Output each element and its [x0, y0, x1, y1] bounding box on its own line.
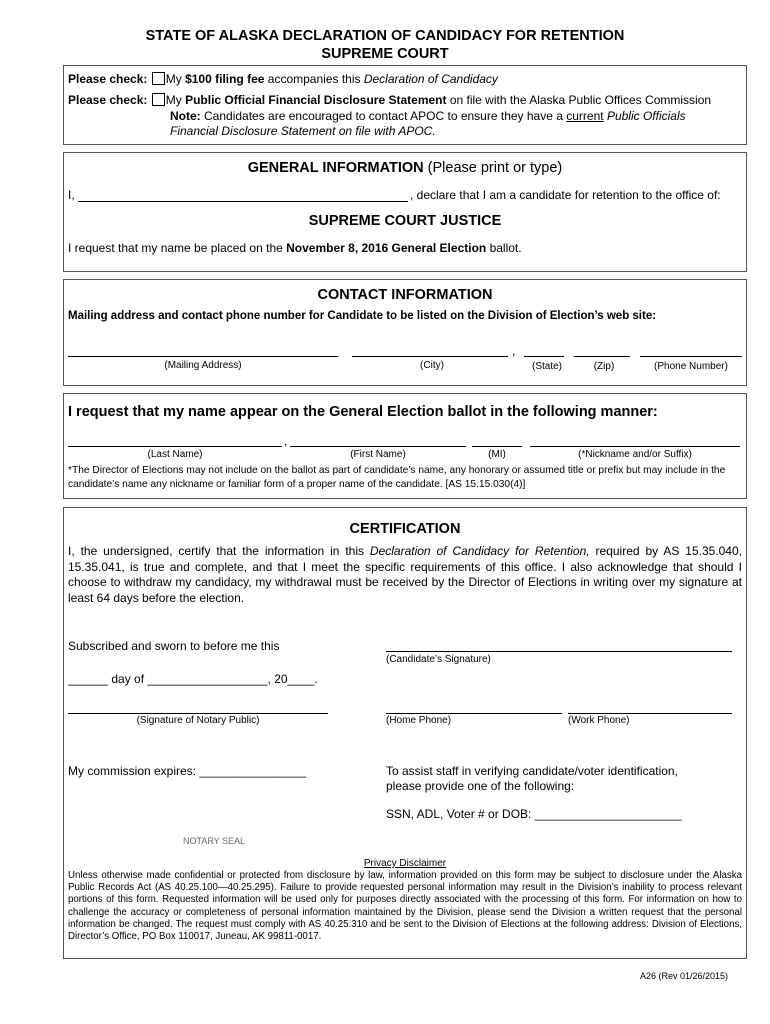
- middle-initial-field[interactable]: [472, 446, 522, 447]
- note-line-2: [170, 124, 436, 138]
- home-phone-field[interactable]: [386, 713, 562, 714]
- form-revision: A26 (Rev 01/26/2015): [640, 971, 729, 981]
- declare-text: , declare that I am a candidate for retention to the office of:: [410, 188, 721, 202]
- pofd-text-pre: My: [165, 93, 186, 107]
- state-field[interactable]: [524, 356, 564, 357]
- candidate-name-field[interactable]: [78, 201, 408, 202]
- form-subtitle: SUPREME COURT: [321, 46, 449, 62]
- work-phone-label: (Work Phone): [568, 715, 630, 726]
- ballot-heading: I request that my name appear on the General Election ballot in the following manner:: [68, 404, 658, 420]
- note-line-1: [170, 109, 686, 123]
- commission-expires-field[interactable]: My commission expires: ________________: [68, 764, 307, 778]
- please-check-label: Please check:: [68, 72, 148, 86]
- note-label: Note:: [170, 109, 201, 123]
- certification-section: [63, 507, 747, 959]
- i-label: I,: [68, 188, 75, 202]
- note-italic-1: Public Officials: [606, 109, 686, 123]
- general-heading: [64, 160, 746, 176]
- certification-statement: [68, 544, 742, 606]
- ssn-field[interactable]: SSN, ADL, Voter # or DOB: ______________________: [386, 807, 682, 821]
- nickname-field[interactable]: [530, 446, 740, 447]
- contact-information-section: [63, 279, 747, 386]
- zip-field[interactable]: [574, 356, 630, 357]
- first-name-label: (First Name): [350, 449, 406, 460]
- contact-heading: CONTACT INFORMATION: [317, 287, 493, 303]
- work-phone-field[interactable]: [568, 713, 732, 714]
- candidate-signature-label: (Candidate’s Signature): [386, 654, 491, 665]
- mailing-address-label: (Mailing Address): [164, 360, 242, 371]
- certification-heading: CERTIFICATION: [349, 521, 461, 537]
- city-comma: ,: [512, 344, 516, 358]
- cert-text-italic: Declaration of Candidacy for Retention,: [369, 544, 590, 558]
- note-text: Candidates are encouraged to contact APOC to ensure they have a: [200, 109, 567, 123]
- election-name: November 8, 2016 General Election: [286, 241, 487, 255]
- privacy-disclaimer-title: Privacy Disclaimer: [363, 858, 447, 869]
- subscribed-text: Subscribed and sworn to before me this: [68, 639, 280, 653]
- cert-text-pre: I, the undersigned, certify that the information in this: [68, 544, 370, 558]
- fee-text-pre: My: [165, 72, 186, 86]
- phone-number-field[interactable]: [640, 356, 742, 357]
- request-text-pre: I request that my name be placed on the: [68, 241, 287, 255]
- request-text-post: ballot.: [486, 241, 522, 255]
- contact-subheading: Mailing address and contact phone number for Candidate to be listed on the Division of Election’s web site:: [68, 310, 657, 322]
- fee-check-row: [68, 72, 498, 86]
- privacy-disclaimer-text: Unless otherwise made confidential or protected from disclosure by law, information provided on this form may be subject to disclosure under the Alaska Public Records Act (AS 40.25.100—40.25.295). Failure to provide requested personal information may result in the Division’s inability to process relevant portions of this form. Requested information will be used only for purposes directly associated with the processing of this form. For information on how to challenge the accuracy or completeness of personal information maintained by the Division, please send the Division a written request that the personal information be changed. The request must comply with AS 40.25.310 and be sent to the Division of Elections at the following address: Division of Elections, Director’s Office, PO Box 110017, Juneau, AK 99811-0017.: [68, 870, 742, 943]
- notary-signature-field[interactable]: [68, 713, 328, 714]
- city-label: (City): [420, 360, 444, 371]
- office-title: SUPREME COURT JUSTICE: [308, 213, 502, 229]
- phone-number-label: (Phone Number): [654, 361, 728, 372]
- last-name-comma: ,: [284, 434, 288, 448]
- fee-text-italic: Declaration of Candidacy: [363, 72, 498, 86]
- fee-checkbox[interactable]: [152, 72, 165, 85]
- nickname-footnote: *The Director of Elections may not include on the ballot as part of candidate’s name, any honorary or assumed title or prefix but may include in the candidate’s name any nickname or familiar form of a proper name of the candidate. [AS 15.15.030(4)]: [68, 465, 726, 490]
- general-information-section: [63, 152, 747, 272]
- middle-initial-label: (MI): [488, 449, 506, 460]
- zip-label: (Zip): [593, 361, 615, 372]
- city-field[interactable]: [352, 356, 508, 357]
- ballot-name-section: [63, 393, 747, 499]
- pofd-text-post: on file with the Alaska Public Offices Commission: [446, 93, 712, 107]
- home-phone-label: (Home Phone): [386, 715, 452, 726]
- notary-seal-label: NOTARY SEAL: [183, 836, 246, 846]
- notary-signature-label: (Signature of Notary Public): [136, 715, 260, 726]
- general-heading-rest: (Please print or type): [423, 160, 563, 176]
- general-heading-bold: GENERAL INFORMATION: [247, 160, 424, 176]
- pofd-checkbox[interactable]: [152, 93, 165, 106]
- last-name-field[interactable]: [68, 446, 282, 447]
- day-of-field[interactable]: ______ day of __________________, 20____.: [68, 672, 318, 686]
- assist-text-1: To assist staff in verifying candidate/voter identification,: [386, 764, 678, 778]
- mailing-address-field[interactable]: [68, 356, 338, 357]
- assist-text-2: please provide one of the following:: [386, 779, 575, 793]
- pofd-check-row: [68, 93, 711, 107]
- note-current: current: [566, 109, 604, 123]
- last-name-label: (Last Name): [147, 449, 203, 460]
- cert-text-post: required by AS 15.35.040, 15.35.041, is true and complete, and that I meet the specific requirements of this office. I also acknowledge that should I choose to withdraw my candidacy, my withdrawal must be received by the Director of Elections in writing over my signature at least 64 days before the election.: [68, 544, 742, 605]
- election-request: [68, 241, 522, 255]
- form-title: STATE OF ALASKA DECLARATION OF CANDIDACY FOR RETENTION: [145, 28, 625, 44]
- pofd-text-bold: Public Official Financial Disclosure Statement: [185, 93, 447, 107]
- fee-amount: $100 filing fee: [185, 72, 265, 86]
- please-check-label: Please check:: [68, 93, 148, 107]
- nickname-label: (*Nickname and/or Suffix): [578, 449, 692, 460]
- fee-text-mid: accompanies this: [264, 72, 364, 86]
- first-name-field[interactable]: [290, 446, 466, 447]
- candidate-signature-field[interactable]: [386, 651, 732, 652]
- note-italic-2: Financial Disclosure Statement on file with APOC.: [170, 124, 436, 138]
- checks-section: [63, 65, 747, 145]
- state-label: (State): [531, 361, 562, 372]
